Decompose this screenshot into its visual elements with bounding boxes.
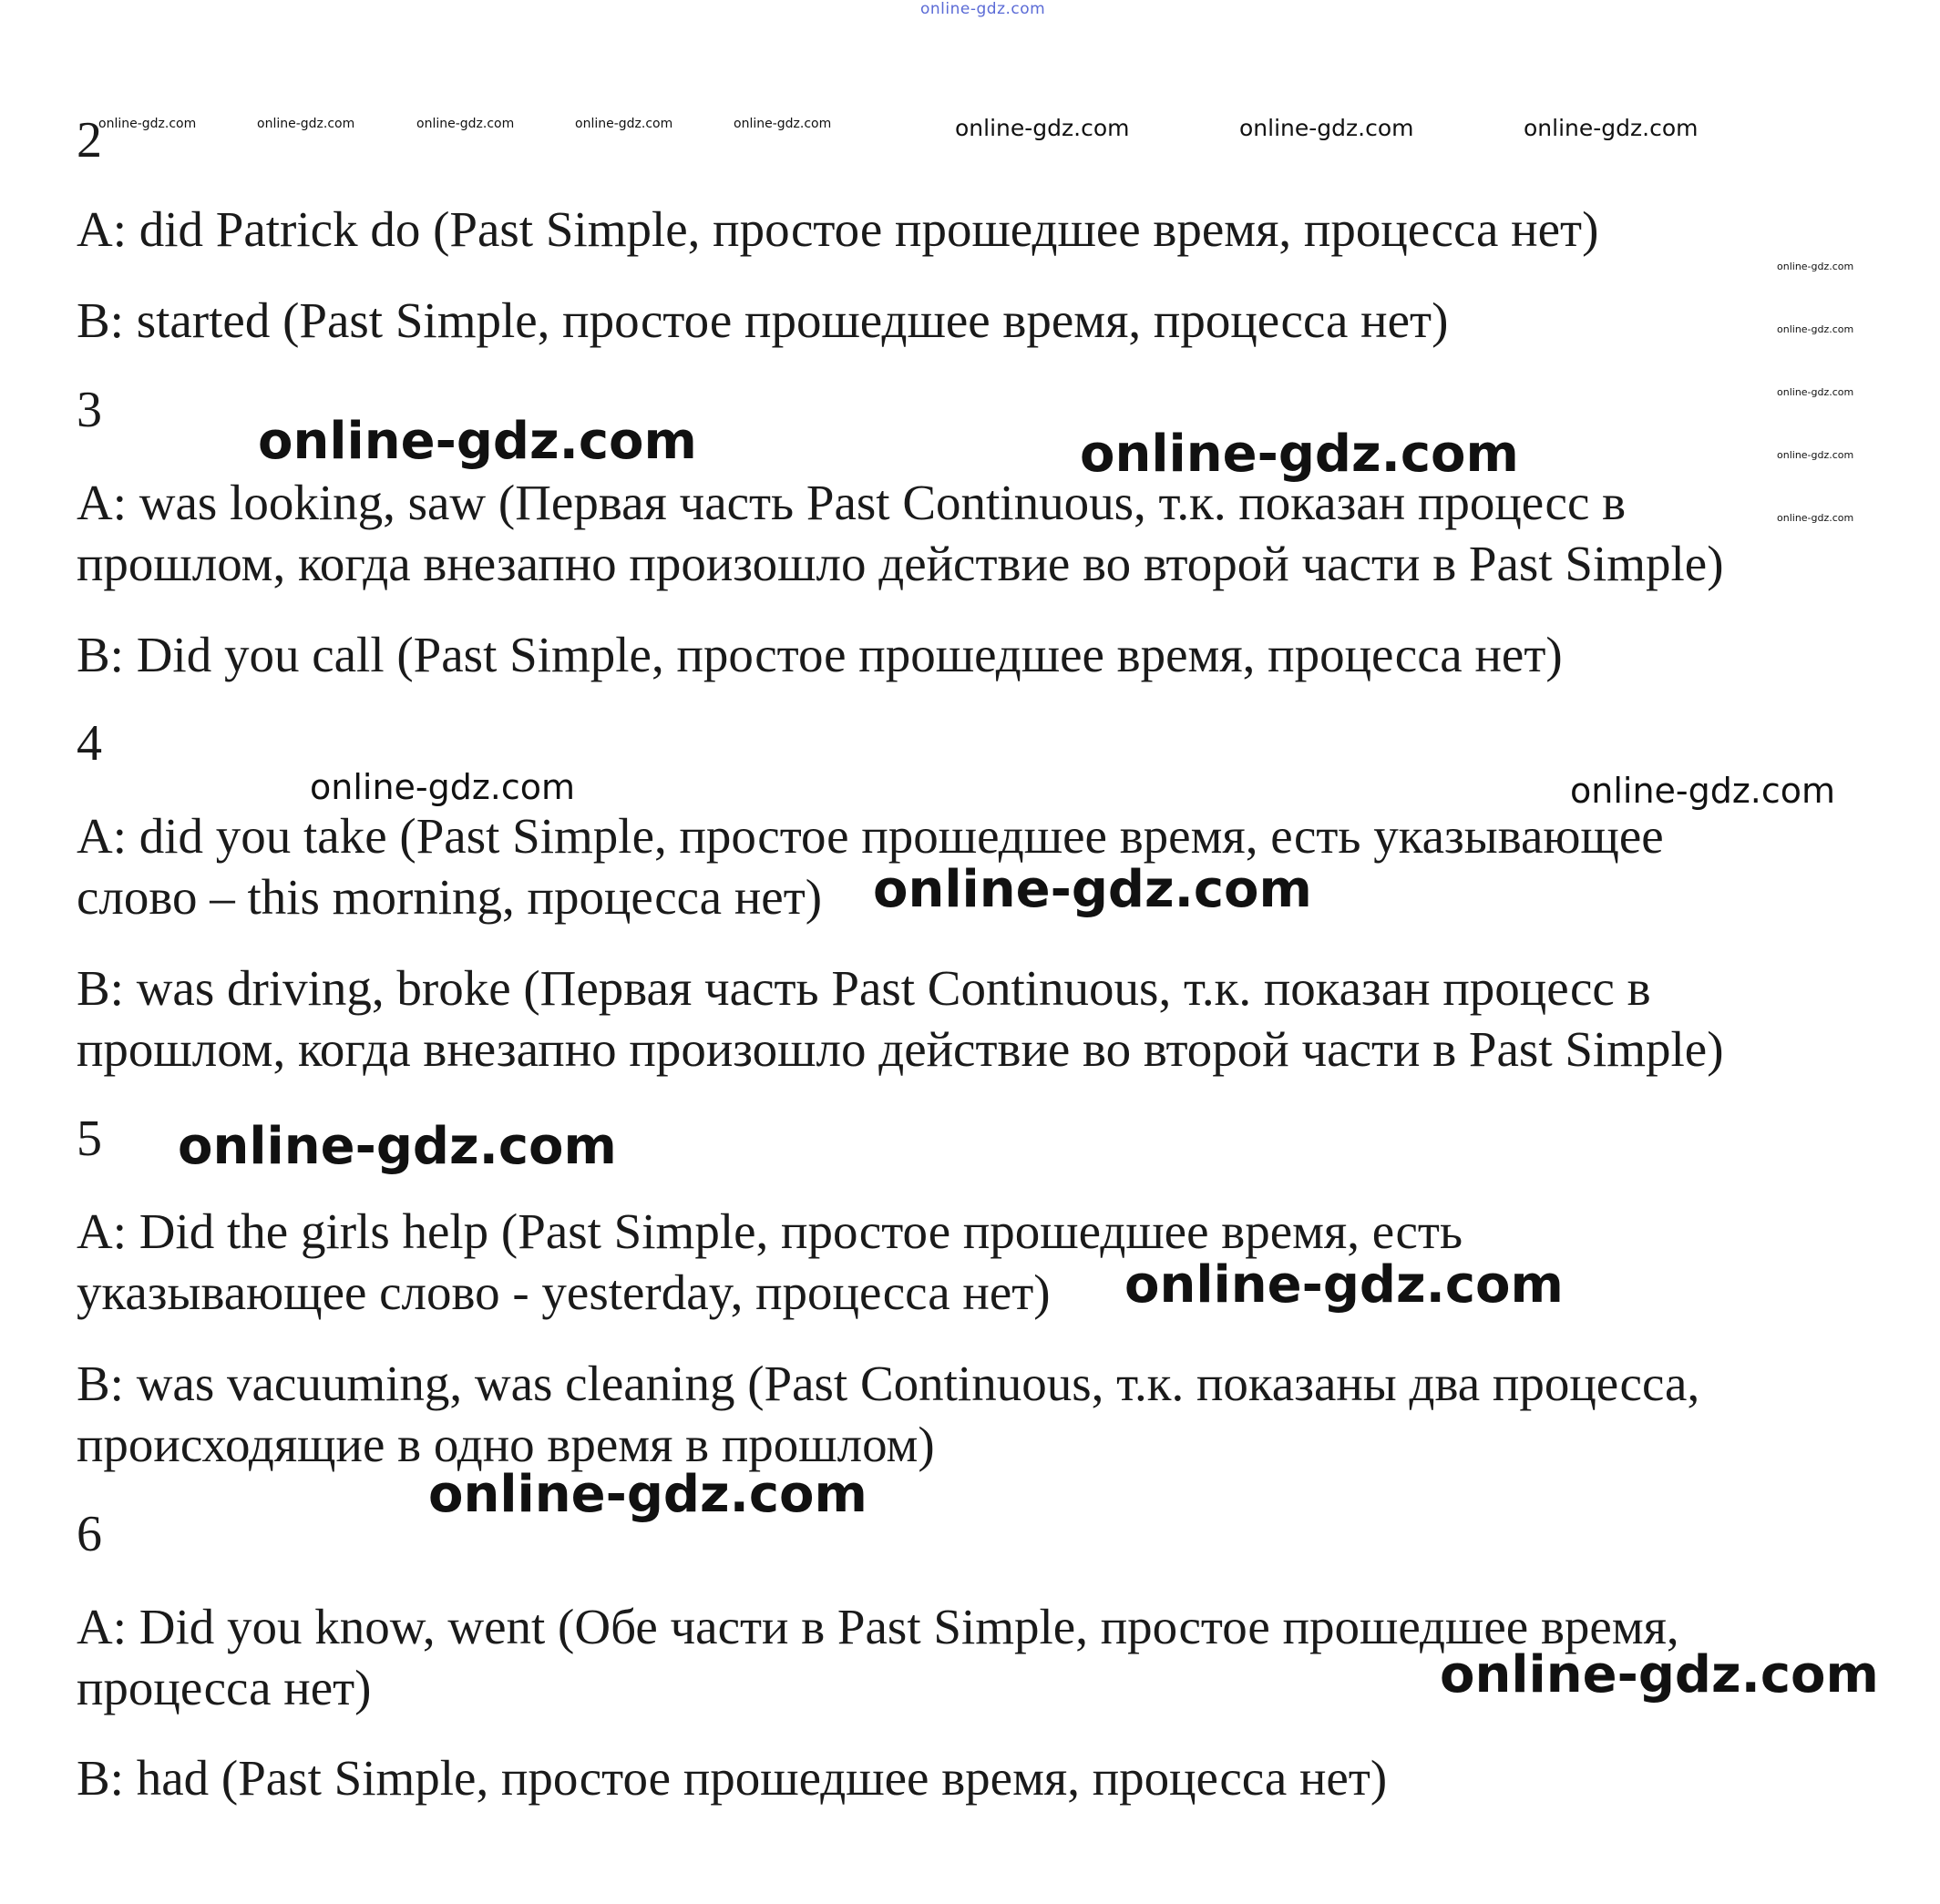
answer-a-line: A: Did the girls help (Past Simple, простое прошедшее время, есть [77,1203,1463,1259]
answer-a-line: прошлом, когда внезапно произошло действие во второй части в Past Simple) [77,536,1724,591]
watermark: online-gdz.com [1777,261,1854,272]
answer-a-line: A: was looking, saw (Первая часть Past Continuous, т.к. показан процесс в [77,475,1627,530]
answer-number: 2 [77,112,102,169]
watermark: online-gdz.com [258,412,697,471]
watermark: online-gdz.com [428,1465,867,1524]
watermark: online-gdz.com [310,767,576,807]
watermark: online-gdz.com [1080,425,1519,484]
watermark: online-gdz.com [734,117,832,131]
answer-b-line: B: was vacuuming, was cleaning (Past Continuous, т.к. показаны два процесса, [77,1356,1700,1411]
watermark: online-gdz.com [873,860,1312,919]
answer-a-line: процесса нет) [77,1660,372,1715]
answer-b-line: B: started (Past Simple, простое прошедшее время, процесса нет) [77,292,1449,348]
watermark: online-gdz.com [1777,512,1854,524]
answer-number: 4 [77,715,102,772]
watermark: online-gdz.com [1440,1645,1879,1704]
watermark: online-gdz.com [1239,115,1414,141]
answer-number: 5 [77,1111,102,1167]
watermark: online-gdz.com [1570,771,1836,811]
watermark-top: online-gdz.com [920,0,1046,18]
answer-b-line: B: was driving, broke (Первая часть Past Continuous, т.к. показан процесс в [77,960,1651,1016]
watermark: online-gdz.com [257,117,355,131]
watermark: online-gdz.com [1777,449,1854,461]
answer-b-line: происходящие в одно время в прошлом) [77,1417,935,1472]
answer-b-line: прошлом, когда внезапно произошло действие во второй части в Past Simple) [77,1021,1724,1077]
answer-number: 6 [77,1506,102,1562]
watermark: online-gdz.com [98,117,197,131]
answer-a-line: A: Did you know, went (Обе части в Past Simple, простое прошедшее время, [77,1599,1679,1654]
answer-a-line: указывающее слово - yesterday, процесса нет) [77,1264,1051,1320]
watermark: online-gdz.com [1777,323,1854,335]
answer-a-line: слово – this morning, процесса нет) [77,869,823,925]
answer-number: 3 [77,382,102,438]
watermark: online-gdz.com [575,117,673,131]
watermark: online-gdz.com [955,115,1130,141]
watermark: online-gdz.com [1524,115,1699,141]
watermark: online-gdz.com [416,117,515,131]
answer-a-line: A: did Patrick do (Past Simple, простое прошедшее время, процесса нет) [77,201,1599,257]
watermark: online-gdz.com [1777,386,1854,398]
answer-a-line: A: did you take (Past Simple, простое прошедшее время, есть указывающее [77,808,1664,864]
answer-b-line: B: Did you call (Past Simple, простое прошедшее время, процесса нет) [77,627,1563,682]
answer-b-line: B: had (Past Simple, простое прошедшее время, процесса нет) [77,1750,1388,1806]
watermark: online-gdz.com [1124,1255,1564,1315]
watermark: online-gdz.com [178,1117,617,1176]
